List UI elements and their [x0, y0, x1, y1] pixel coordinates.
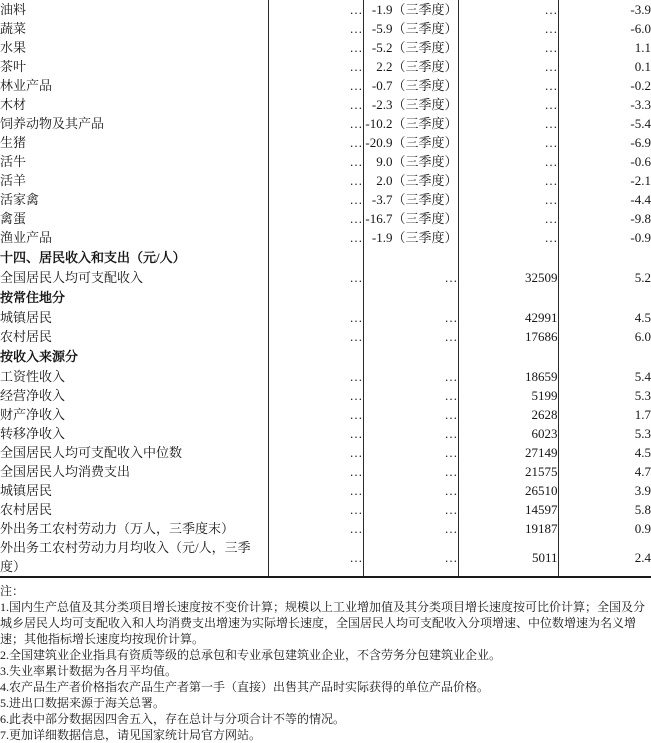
indicator-cell: 外出务工农村劳动力（万人，三季度末） — [0, 521, 235, 536]
value-cell: … — [268, 152, 363, 171]
value-cell: -2.3（三季度） — [363, 95, 458, 114]
value-cell: 26510 — [458, 481, 558, 500]
value-cell: … — [268, 0, 363, 19]
indicator-cell: 全国居民人均可支配收入中位数 — [0, 445, 183, 460]
value-cell: … — [363, 405, 458, 424]
table-row — [0, 481, 651, 500]
indicator-cell: 十四、居民收入和支出（元/人） — [0, 250, 186, 265]
value-cell: -0.6 — [558, 152, 651, 171]
value-cell: … — [268, 38, 363, 57]
table-row — [0, 190, 651, 209]
value-cell: 1.7 — [558, 405, 651, 424]
value-cell: … — [268, 95, 363, 114]
value-cell: -10.2（三季度） — [363, 114, 458, 133]
value-cell: … — [363, 500, 458, 519]
value-cell: … — [363, 327, 458, 346]
value-cell: … — [458, 190, 558, 209]
table-row — [0, 19, 651, 38]
value-cell: -0.2 — [558, 76, 651, 95]
value-cell: -16.7（三季度） — [363, 209, 458, 228]
indicator-cell: 工资性收入 — [0, 369, 66, 384]
value-cell: … — [458, 38, 558, 57]
indicator-cell: 木材 — [0, 97, 27, 112]
value-cell: -3.7（三季度） — [363, 190, 458, 209]
value-cell: … — [268, 228, 363, 247]
value-cell: 9.0（三季度） — [363, 152, 458, 171]
value-cell: 6023 — [458, 424, 558, 443]
value-cell: … — [268, 386, 363, 405]
indicator-cell: 水果 — [0, 40, 27, 55]
value-cell: … — [363, 424, 458, 443]
value-cell: -20.9（三季度） — [363, 133, 458, 152]
value-cell: … — [268, 367, 363, 386]
table-row — [0, 38, 651, 57]
value-cell — [268, 247, 363, 268]
value-cell: … — [268, 424, 363, 443]
value-cell — [458, 346, 558, 367]
value-cell: -1.9（三季度） — [363, 0, 458, 19]
value-cell: 2628 — [458, 405, 558, 424]
value-cell: … — [458, 152, 558, 171]
value-cell: 5.3 — [558, 424, 651, 443]
indicator-cell: 活牛 — [0, 154, 27, 169]
value-cell: … — [268, 190, 363, 209]
value-cell: 2.4 — [558, 538, 651, 577]
note-item: 4.农产品生产者价格指农产品生产者第一手（直接）出售其产品时实际获得的单位产品价格。 — [0, 680, 490, 694]
value-cell — [558, 247, 651, 268]
table-row — [0, 171, 651, 190]
value-cell: -4.4 — [558, 190, 651, 209]
table-row — [0, 0, 651, 19]
value-cell: … — [268, 327, 363, 346]
value-cell: … — [458, 0, 558, 19]
value-cell: … — [363, 443, 458, 462]
value-cell: 42991 — [458, 308, 558, 327]
value-cell: 6.0 — [558, 327, 651, 346]
value-cell: 2.0（三季度） — [363, 171, 458, 190]
value-cell: … — [458, 228, 558, 247]
value-cell: … — [268, 462, 363, 481]
value-cell: … — [268, 308, 363, 327]
value-cell: … — [268, 481, 363, 500]
value-cell: … — [363, 481, 458, 500]
note-item: 6.此表中部分数据因四舍五入，存在总计与分项合计不等的情况。 — [0, 712, 346, 726]
value-cell: … — [458, 133, 558, 152]
table-row — [0, 268, 651, 287]
value-cell: -3.9 — [558, 0, 651, 19]
value-cell — [363, 247, 458, 268]
value-cell: … — [363, 386, 458, 405]
value-cell: 4.7 — [558, 462, 651, 481]
table-row — [0, 500, 651, 519]
note-item: 3.失业率累计数据为各月平均值。 — [0, 664, 178, 678]
value-cell: -2.1 — [558, 171, 651, 190]
indicator-cell: 全国居民人均可支配收入 — [0, 270, 144, 285]
table-row — [0, 443, 651, 462]
indicator-cell: 经营净收入 — [0, 388, 66, 403]
indicator-cell: 外出务工农村劳动力月均收入（元/人，三季度） — [0, 540, 251, 574]
value-cell: 27149 — [458, 443, 558, 462]
value-cell: … — [268, 133, 363, 152]
value-cell: … — [458, 19, 558, 38]
value-cell: 5.2 — [558, 268, 651, 287]
value-cell: … — [458, 171, 558, 190]
value-cell — [458, 287, 558, 308]
indicator-cell: 城镇居民 — [0, 483, 53, 498]
value-cell: … — [458, 57, 558, 76]
indicator-cell: 饲养动物及其产品 — [0, 116, 105, 131]
value-cell: -5.2（三季度） — [363, 38, 458, 57]
value-cell: 5.3 — [558, 386, 651, 405]
table-row — [0, 308, 651, 327]
value-cell: -6.0 — [558, 19, 651, 38]
value-cell: -5.4 — [558, 114, 651, 133]
table-row — [0, 424, 651, 443]
table-row — [0, 247, 651, 268]
indicator-cell: 生猪 — [0, 135, 27, 150]
value-cell: -1.9（三季度） — [363, 228, 458, 247]
value-cell: … — [268, 519, 363, 538]
value-cell: 21575 — [458, 462, 558, 481]
table-row — [0, 538, 651, 577]
value-cell: … — [268, 19, 363, 38]
table-row — [0, 287, 651, 308]
note-item: 5.进出口数据来源于海关总署。 — [0, 696, 166, 710]
indicator-cell: 活家禽 — [0, 192, 40, 207]
value-cell: … — [268, 538, 363, 577]
value-cell: -0.9 — [558, 228, 651, 247]
value-cell: … — [458, 95, 558, 114]
indicator-cell: 财产净收入 — [0, 407, 66, 422]
table-row — [0, 228, 651, 247]
value-cell: 18659 — [458, 367, 558, 386]
value-cell: 5011 — [458, 538, 558, 577]
value-cell: -0.7（三季度） — [363, 76, 458, 95]
value-cell: 5.4 — [558, 367, 651, 386]
value-cell: 5.8 — [558, 500, 651, 519]
indicator-cell: 茶叶 — [0, 59, 27, 74]
table-row — [0, 346, 651, 367]
value-cell: 19187 — [458, 519, 558, 538]
value-cell: 32509 — [458, 268, 558, 287]
indicator-cell: 渔业产品 — [0, 230, 53, 245]
note-item: 1.国内生产总值及其分类项目增长速度按不变价计算；规模以上工业增加值及其分类项目增长速度按可比价计算；全国及分城乡居民人均可支配收入和人均消费支出增速为实际增长速度，全国居民人均可支配收入分项增速、中位数增速为名义增速；其他指标增长速度均按现价计算。 — [0, 600, 646, 646]
value-cell: … — [458, 114, 558, 133]
table-row — [0, 95, 651, 114]
value-cell: -5.9（三季度） — [363, 19, 458, 38]
notes-list — [0, 599, 651, 743]
value-cell: 5199 — [458, 386, 558, 405]
value-cell: … — [268, 209, 363, 228]
value-cell: … — [268, 76, 363, 95]
indicator-cell: 按收入来源分 — [0, 349, 79, 364]
indicator-cell: 农村居民 — [0, 502, 53, 517]
value-cell: … — [363, 519, 458, 538]
value-cell: … — [363, 268, 458, 287]
value-cell — [363, 346, 458, 367]
indicator-cell: 蔬菜 — [0, 21, 27, 36]
note-item: 7.更加详细数据信息，请见国家统计局官方网站。 — [0, 728, 262, 742]
value-cell: … — [363, 367, 458, 386]
table-row — [0, 367, 651, 386]
value-cell: 4.5 — [558, 308, 651, 327]
table-row — [0, 327, 651, 346]
indicator-cell: 活羊 — [0, 173, 27, 188]
value-cell — [558, 287, 651, 308]
table-row — [0, 133, 651, 152]
value-cell — [363, 287, 458, 308]
value-cell: 0.9 — [558, 519, 651, 538]
notes-section — [0, 583, 651, 743]
value-cell — [268, 287, 363, 308]
value-cell: … — [268, 405, 363, 424]
indicator-cell: 转移净收入 — [0, 426, 66, 441]
indicator-cell: 城镇居民 — [0, 310, 53, 325]
value-cell: … — [268, 443, 363, 462]
table-row — [0, 209, 651, 228]
value-cell: … — [458, 76, 558, 95]
value-cell — [268, 346, 363, 367]
value-cell: -9.8 — [558, 209, 651, 228]
value-cell: 17686 — [458, 327, 558, 346]
indicator-cell: 林业产品 — [0, 78, 53, 93]
table-row — [0, 114, 651, 133]
table-row — [0, 152, 651, 171]
indicator-cell: 全国居民人均消费支出 — [0, 464, 131, 479]
value-cell: … — [363, 308, 458, 327]
value-cell: 1.1 — [558, 38, 651, 57]
indicator-cell: 油料 — [0, 2, 27, 17]
table-row — [0, 462, 651, 481]
value-cell: 0.1 — [558, 57, 651, 76]
note-item: 2.全国建筑业企业指具有资质等级的总承包和专业承包建筑业企业，不含劳务分包建筑业企业。 — [0, 648, 502, 662]
value-cell: … — [458, 209, 558, 228]
value-cell: … — [363, 462, 458, 481]
indicator-cell: 农村居民 — [0, 329, 53, 344]
value-cell: -3.3 — [558, 95, 651, 114]
value-cell: … — [268, 114, 363, 133]
indicator-cell: 按常住地分 — [0, 290, 66, 305]
value-cell: … — [268, 171, 363, 190]
table-row — [0, 386, 651, 405]
value-cell: … — [363, 538, 458, 577]
value-cell: 3.9 — [558, 481, 651, 500]
value-cell: 4.5 — [558, 443, 651, 462]
table-row — [0, 57, 651, 76]
notes-label: 注： — [0, 584, 25, 598]
value-cell: 14597 — [458, 500, 558, 519]
indicator-cell: 禽蛋 — [0, 211, 27, 226]
value-cell — [558, 346, 651, 367]
value-cell: -6.9 — [558, 133, 651, 152]
value-cell: … — [268, 500, 363, 519]
table-row — [0, 519, 651, 538]
table-row — [0, 405, 651, 424]
table-row — [0, 76, 651, 95]
value-cell: 2.2（三季度） — [363, 57, 458, 76]
value-cell — [458, 247, 558, 268]
value-cell: … — [268, 268, 363, 287]
value-cell: … — [268, 57, 363, 76]
